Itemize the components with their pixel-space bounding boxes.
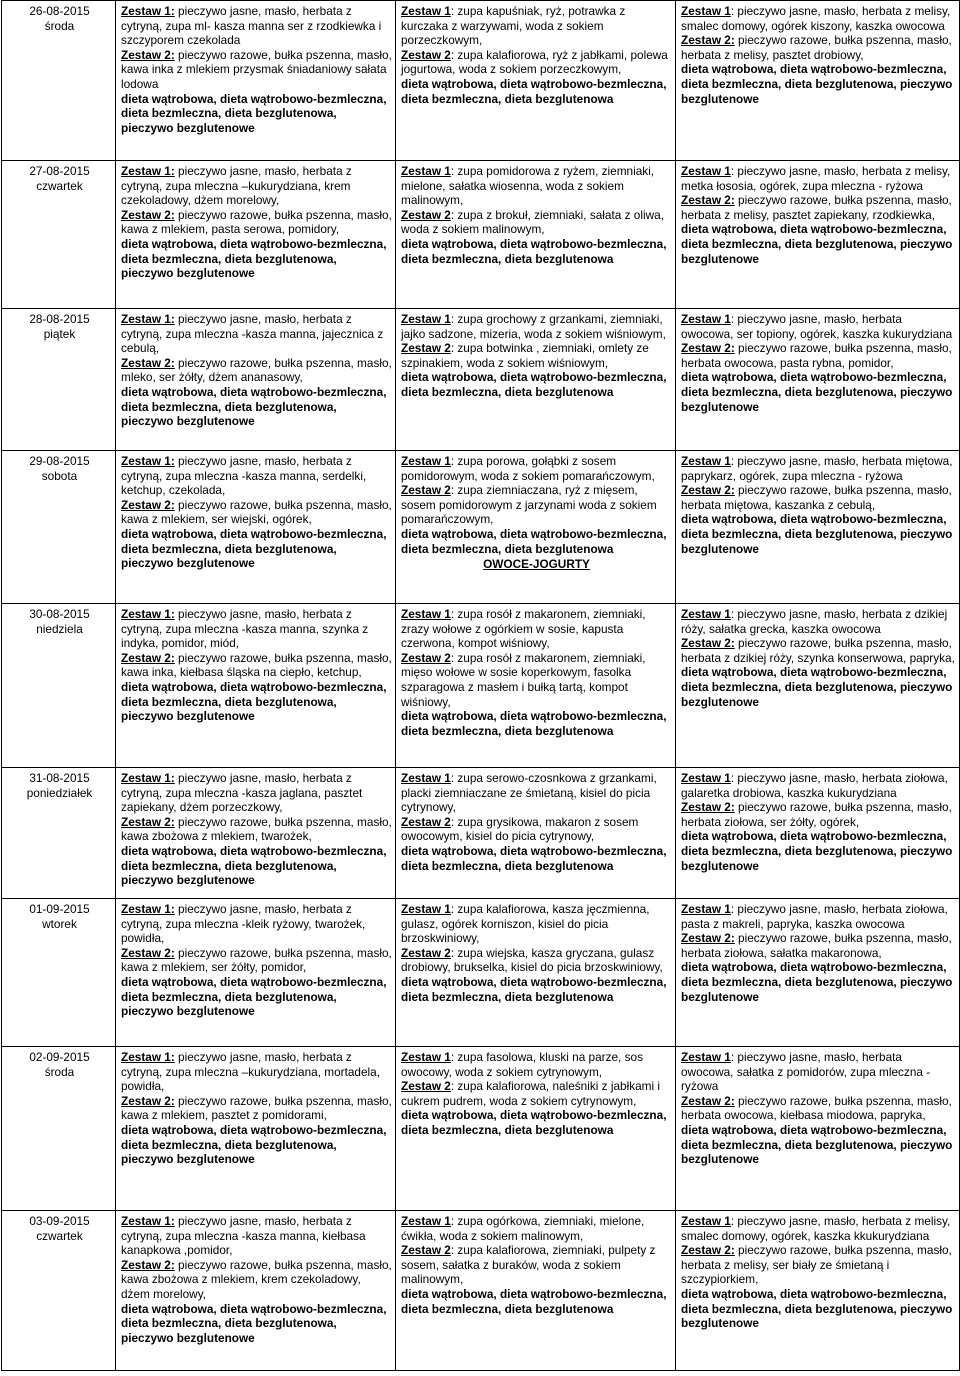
set2-text: pieczywo razowe, bułka pszenna, masło, kawa z mlekiem, ser wiejski, ogórek,: [121, 497, 392, 527]
set2-text: : zupa grysikowa, makaron z sosem owocowym, kisiel do picia cytrynowy,: [401, 814, 639, 844]
set1-text: : zupa kalafiorowa, kasza jęczmienna, gulasz, ogórek korniszon, kisiel do picia brzoskwiniowy,: [401, 902, 650, 946]
set2-label: Zestaw 2: [401, 341, 451, 356]
diet-text: dieta wątrobowa, dieta wątrobowo-bezmleczna, dieta bezmleczna, dieta bezglutenowa: [401, 370, 667, 399]
menu-body: [2, 1, 960, 1371]
set1-label: Zestaw 1:: [121, 454, 175, 468]
dinner-cell: [676, 1047, 960, 1211]
breakfast-cell: [116, 1211, 396, 1371]
set1-text: : pieczywo jasne, masło, herbata z dzikiej róży, sałatka grecka, kaszka owocowa: [681, 607, 948, 636]
set2-text: pieczywo razowe, bułka pszenna, masło, herbata owocowa, pasta rybna, pomidor,: [681, 341, 952, 370]
day-cell: [2, 1, 116, 161]
diet-text: dieta wątrobowa, dieta wątrobowo-bezmleczna, dieta bezmleczna, dieta bezglutenowa, pieczywo bezglutenowe: [681, 665, 953, 709]
day-date: 01-09-2015: [29, 902, 90, 916]
diet-text: dieta wątrobowa, dieta wątrobowo-bezmleczna, dieta bezmleczna, dieta bezglutenowa: [401, 843, 667, 873]
diet-text: dieta wątrobowa, dieta wątrobowo-bezmleczna, dieta bezmleczna, dieta bezglutenowa: [401, 1108, 667, 1137]
set2-text: : zupa kalafiorowa, ryż z jabłkami, polewa jogurtowa, woda z sokiem porzeczkowym,: [401, 47, 668, 77]
set2-text: pieczywo razowe, bułka pszenna, masło, herbata z melisy, pasztet zapiekany, rzodkiewka,: [681, 193, 952, 222]
set2-text: : zupa rosół z makaronem, ziemniaki, mięso wołowe w sosie koperkowym, fasolka szparagowa z masłem i bułką tartą, kompot wiśniowy,: [401, 650, 646, 709]
diet-text: dieta wątrobowa, dieta wątrobowo-bezmleczna, dieta bezmleczna, dieta bezglutenowa, pieczywo bezglutenowe: [121, 384, 387, 429]
diet-text: dieta wątrobowa, dieta wątrobowo-bezmleczna, dieta bezmleczna, dieta bezglutenowa, pieczywo bezglutenowe: [121, 843, 387, 888]
dinner-cell: [676, 1211, 960, 1371]
dinner-cell: [676, 451, 960, 604]
set2-label: Zestaw 2: [401, 47, 451, 62]
day-weekday: niedziela: [36, 621, 83, 636]
set1-label: Zestaw 1: [401, 312, 451, 326]
set1-label: Zestaw 1: [681, 902, 731, 916]
set1-text: pieczywo jasne, masło, herbata z cytryną, zupa mleczna –kukurydziana, mortadela, powidła,: [121, 1050, 381, 1094]
set2-text: pieczywo razowe, bułka pszenna, masło, kawa zbożowa z mlekiem, krem czekoladowy, dżem morelowy,: [121, 1257, 392, 1301]
breakfast-cell: [116, 1047, 396, 1211]
set1-text: : pieczywo jasne, masło, herbata miętowa, paprykarz, ogórek, zupa mleczna - ryżowa: [681, 454, 953, 483]
day-row: [2, 899, 960, 1047]
day-date: 27-08-2015: [29, 164, 90, 178]
set2-text: : zupa kalafiorowa, ziemniaki, pulpety z sosem, sałatka z buraków, woda z sokiem malinowym,: [401, 1243, 656, 1287]
diet-text: dieta wątrobowa, dieta wątrobowo-bezmleczna, dieta bezmleczna, dieta bezglutenowa, pieczywo bezglutenowe: [681, 1122, 953, 1167]
breakfast-cell: [116, 451, 396, 604]
set2-text: pieczywo razowe, bułka pszenna, masło, kawa inka, kiełbasa śląska na ciepło, ketchup,: [121, 650, 392, 680]
diet-text: dieta wątrobowa, dieta wątrobowo-bezmleczna, dieta bezmleczna, dieta bezglutenowa, pieczywo bezglutenowe: [681, 222, 953, 266]
set1-text: pieczywo jasne, masło, herbata z cytryną, zupa mleczna –kukurydziana, krem czekoladowy, dżem morelowy,: [121, 164, 352, 208]
set2-text: pieczywo razowe, bułka pszenna, masło, herbata z melisy, pasztet drobiowy,: [681, 33, 952, 62]
diet-text: dieta wątrobowa, dieta wątrobowo-bezmleczna, dieta bezmleczna, dieta bezglutenowa, pieczywo bezglutenowe: [681, 829, 953, 873]
set2-label: Zestaw 2:: [121, 47, 175, 62]
day-weekday: sobota: [41, 468, 78, 483]
set2-text: pieczywo razowe, bułka pszenna, masło, mleko, ser żółty, dżem ananasowy,: [121, 355, 392, 385]
set1-label: Zestaw 1:: [121, 771, 175, 785]
set1-label: Zestaw 1:: [121, 902, 175, 916]
set2-text: pieczywo razowe, bułka pszenna, masło, kawa inka z mlekiem przysmak śniadaniowy sałata lodowa: [121, 47, 392, 91]
diet-text: dieta wątrobowa, dieta wątrobowo-bezmleczna, dieta bezmleczna, dieta bezglutenowa, pieczywo bezglutenowe: [681, 960, 953, 1004]
breakfast-cell: [116, 161, 396, 309]
set2-text: : zupa kalafiorowa, naleśniki z jabłkami i cukrem pudrem, woda z sokiem cytrynowym,: [401, 1079, 661, 1108]
set2-label: Zestaw 2:: [681, 193, 735, 208]
extra-note: OWOCE-JOGURTY: [483, 557, 590, 572]
diet-text: dieta wątrobowa, dieta wątrobowo-bezmleczna, dieta bezmleczna, dieta bezglutenowa, pieczywo bezglutenowe: [681, 1286, 953, 1331]
set2-text: pieczywo razowe, bułka pszenna, masło, herbata z melisy, ser biały ze śmietaną i szczypiorkiem,: [681, 1243, 952, 1287]
set2-text: : zupa wiejska, kasza gryczana, gulasz drobiowy, brukselka, kisiel do picia brzoskwiniowy,: [401, 945, 663, 975]
set2-label: Zestaw 2:: [121, 650, 175, 665]
set1-label: Zestaw 1: [681, 454, 731, 468]
diet-text: dieta wątrobowa, dieta wątrobowo-bezmleczna, dieta bezmleczna, dieta bezglutenowa, pieczywo bezglutenowe: [121, 236, 387, 281]
set1-text: : pieczywo jasne, masło, herbata owocowa, sałatka z pomidorów, zupa mleczna - ryżowa: [681, 1050, 931, 1094]
diet-text: dieta wątrobowa, dieta wątrobowo-bezmleczna, dieta bezmleczna, dieta bezglutenowa, pieczywo bezglutenowe: [121, 974, 387, 1019]
set2-text: pieczywo razowe, bułka pszenna, masło, herbata z dzikiej róży, szynka konserwowa, papryka,: [681, 636, 955, 665]
day-row: [2, 309, 960, 451]
diet-text: dieta wątrobowa, dieta wątrobowo-bezmleczna, dieta bezmleczna, dieta bezglutenowa, pieczywo bezglutenowe: [121, 1122, 387, 1167]
diet-text: dieta wątrobowa, dieta wątrobowo-bezmleczna, dieta bezmleczna, dieta bezglutenowa, pieczywo bezglutenowe: [681, 62, 953, 106]
set1-text: : zupa ogórkowa, ziemniaki, mielone, ćwikła, woda z sokiem malinowym,: [401, 1214, 645, 1243]
set2-label: Zestaw 2:: [121, 814, 175, 829]
day-row: [2, 1211, 960, 1371]
set1-text: : zupa kapuśniak, ryż, potrawka z kurczaka z warzywami, woda z sokiem porzeczkowym,: [401, 4, 626, 48]
set1-label: Zestaw 1: [401, 607, 451, 621]
set2-label: Zestaw 2:: [681, 1243, 735, 1258]
breakfast-cell: [116, 604, 396, 768]
set1-label: Zestaw 1: [681, 607, 731, 621]
diet-text: dieta wątrobowa, dieta wątrobowo-bezmleczna, dieta bezmleczna, dieta bezglutenowa, pieczywo bezglutenowe: [121, 679, 387, 724]
diet-text: dieta wątrobowa, dieta wątrobowo-bezmleczna, dieta bezmleczna, dieta bezglutenowa, pieczywo bezglutenowe: [121, 1301, 387, 1345]
day-row: [2, 1, 960, 161]
set2-label: Zestaw 2: [401, 945, 451, 960]
day-cell: [2, 1047, 116, 1211]
set1-label: Zestaw 1: [401, 1214, 451, 1228]
day-date: 03-09-2015: [29, 1214, 90, 1228]
set2-label: Zestaw 2:: [121, 497, 175, 512]
set2-text: pieczywo razowe, bułka pszenna, masło, kawa z mlekiem, pasta serowa, pomidory,: [121, 207, 392, 237]
set1-text: : zupa porowa, gołąbki z sosem pomidorowym, woda z sokiem pomarańczowym,: [401, 454, 655, 483]
dinner-cell: [676, 768, 960, 899]
day-date: 29-08-2015: [29, 454, 90, 468]
set2-text: pieczywo razowe, bułka pszenna, masło, herbata miętowa, kaszanka z cebulą,: [681, 483, 952, 512]
lunch-cell: [396, 899, 676, 1047]
dinner-cell: [676, 604, 960, 768]
dinner-cell: [676, 899, 960, 1047]
set2-label: Zestaw 2:: [681, 341, 735, 356]
set2-label: Zestaw 2: [401, 483, 451, 498]
set2-text: : zupa ziemniaczana, ryż z mięsem, sosem pomidorowym z jarzynami woda z sokiem pomarańczowym,: [401, 483, 657, 527]
set1-text: : pieczywo jasne, masło, herbata ziołowa, galaretka drobiowa, kaszka kukurydziana: [681, 771, 948, 800]
set1-label: Zestaw 1: [401, 1050, 451, 1064]
set1-label: Zestaw 1: [401, 454, 451, 468]
set2-text: pieczywo razowe, bułka pszenna, masło, herbata ziołowa, sałatka makaronowa,: [681, 931, 952, 960]
set2-label: Zestaw 2:: [681, 1093, 735, 1108]
day-cell: [2, 451, 116, 604]
set1-label: Zestaw 1:: [121, 4, 175, 18]
set1-label: Zestaw 1:: [121, 607, 175, 621]
day-weekday: piątek: [43, 326, 76, 341]
breakfast-cell: [116, 899, 396, 1047]
lunch-cell: [396, 309, 676, 451]
set1-text: : zupa fasolowa, kluski na parze, sos owocowy, woda z sokiem cytrynowym,: [401, 1050, 643, 1079]
set1-text: : pieczywo jasne, masło, herbata z melisy, smalec domowy, ogórek, kaszka kkukurydziana: [681, 1214, 951, 1243]
diet-text: dieta wątrobowa, dieta wątrobowo-bezmleczna, dieta bezmleczna, dieta bezglutenowa, pieczywo bezglutenowe: [121, 526, 387, 571]
day-date: 02-09-2015: [29, 1050, 90, 1064]
diet-text: dieta wątrobowa, dieta wątrobowo-bezmleczna, dieta bezmleczna, dieta bezglutenowa, pieczywo bezglutenowe: [681, 512, 953, 556]
set1-label: Zestaw 1: [681, 771, 731, 785]
set2-label: Zestaw 2:: [121, 945, 175, 960]
lunch-cell: [396, 604, 676, 768]
breakfast-cell: [116, 1, 396, 161]
diet-text: dieta wątrobowa, dieta wątrobowo-bezmleczna, dieta bezmleczna, dieta bezglutenowa: [401, 236, 667, 266]
set1-text: pieczywo jasne, masło, herbata z cytryną, zupa ml- kasza manna ser z rzodkiewka i szczyporem czekolada: [121, 4, 382, 48]
diet-text: dieta wątrobowa, dieta wątrobowo-bezmleczna, dieta bezmleczna, dieta bezglutenowa, pieczywo bezglutenowe: [681, 370, 953, 414]
set2-label: Zestaw 2: [401, 650, 451, 665]
day-row: [2, 604, 960, 768]
set1-label: Zestaw 1: [401, 4, 451, 18]
set1-label: Zestaw 1: [681, 164, 731, 178]
lunch-cell: [396, 1211, 676, 1371]
set1-label: Zestaw 1: [681, 312, 731, 326]
day-weekday: czwartek: [36, 178, 83, 193]
set1-label: Zestaw 1: [681, 1214, 731, 1228]
day-weekday: środa: [44, 1064, 75, 1079]
set2-label: Zestaw 2:: [681, 931, 735, 946]
lunch-cell: [396, 768, 676, 899]
set2-label: Zestaw 2:: [121, 355, 175, 370]
set2-label: Zestaw 2:: [681, 636, 735, 651]
set2-text: pieczywo razowe, bułka pszenna, masło, kawa z mlekiem, pasztet z pomidorami,: [121, 1093, 392, 1123]
set2-text: : zupa botwinka , ziemniaki, omlety ze szpinakiem, woda z sokiem wiśniowym,: [401, 341, 649, 370]
set1-text: : zupa rosół z makaronem, ziemniaki, zrazy wołowe z ogórkiem w sosie, kapusta czerwona, kompot wiśniowy,: [401, 607, 646, 651]
day-row: [2, 1047, 960, 1211]
day-row: [2, 768, 960, 899]
day-date: 28-08-2015: [29, 312, 90, 326]
set1-label: Zestaw 1:: [121, 312, 175, 326]
set1-text: pieczywo jasne, masło, herbata z cytryną, zupa mleczna -kasza jaglana, pasztet zapiekany, dżem porzeczkowy,: [121, 771, 363, 815]
dinner-cell: [676, 161, 960, 309]
set2-label: Zestaw 2: [401, 207, 451, 222]
diet-text: dieta wątrobowa, dieta wątrobowo-bezmleczna, dieta bezmleczna, dieta bezglutenowa: [401, 76, 667, 106]
dinner-cell: [676, 1, 960, 161]
lunch-cell: [396, 1, 676, 161]
set1-text: pieczywo jasne, masło, herbata z cytryną, zupa mleczna -kasza manna, szynka z indyka, pomidor, miód,: [121, 607, 369, 651]
set2-label: Zestaw 2:: [681, 800, 735, 815]
set2-label: Zestaw 2:: [681, 33, 735, 48]
set2-label: Zestaw 2:: [121, 1257, 175, 1272]
day-cell: [2, 899, 116, 1047]
set2-text: pieczywo razowe, bułka pszenna, masło, kawa zbożowa z mlekiem, twarożek,: [121, 814, 392, 844]
set1-label: Zestaw 1: [401, 771, 451, 785]
set2-label: Zestaw 2:: [121, 1093, 175, 1108]
set1-label: Zestaw 1:: [121, 164, 175, 178]
set1-text: : zupa serowo-czosnkowa z grzankami, placki ziemniaczane ze śmietaną, kisiel do picia cytrynowy,: [401, 771, 657, 815]
set1-label: Zestaw 1: [681, 1050, 731, 1064]
set1-text: pieczywo jasne, masło, herbata z cytryną, zupa mleczna -kleik ryżowy, twarożek, powidła,: [121, 902, 366, 946]
day-cell: [2, 309, 116, 451]
day-row: [2, 451, 960, 604]
day-cell: [2, 604, 116, 768]
lunch-cell: [396, 1047, 676, 1211]
set2-label: Zestaw 2:: [681, 483, 735, 498]
day-weekday: poniedziałek: [26, 785, 93, 800]
day-date: 30-08-2015: [29, 607, 90, 621]
set1-label: Zestaw 1: [401, 164, 451, 178]
diet-text: dieta wątrobowa, dieta wątrobowo-bezmleczna, dieta bezmleczna, dieta bezglutenowa: [401, 974, 667, 1004]
day-weekday: wtorek: [42, 916, 77, 931]
lunch-cell: [396, 451, 676, 604]
day-cell: [2, 1211, 116, 1371]
diet-text: dieta wątrobowa, dieta wątrobowo-bezmleczna, dieta bezmleczna, dieta bezglutenowa: [401, 526, 667, 556]
set1-text: : pieczywo jasne, masło, herbata ziołowa, pasta z makreli, papryka, kaszka owocowa: [681, 902, 948, 931]
set1-label: Zestaw 1:: [121, 1050, 175, 1064]
dinner-cell: [676, 309, 960, 451]
day-row: [2, 161, 960, 309]
lunch-cell: [396, 161, 676, 309]
set1-text: : pieczywo jasne, masło, herbata z melisy, metka łososia, ogórek, zupa mleczna - ryżowa: [681, 164, 951, 193]
set1-label: Zestaw 1: [401, 902, 451, 916]
set1-text: : zupa pomidorowa z ryżem, ziemniaki, mielone, sałatka wiosenna, woda z sokiem malinowym,: [401, 164, 655, 208]
day-cell: [2, 161, 116, 309]
set1-label: Zestaw 1: [681, 4, 731, 18]
set2-label: Zestaw 2: [401, 814, 451, 829]
set1-text: : pieczywo jasne, masło, herbata z melisy, smalec domowy, ogórek kiszony, kaszka owocowa: [681, 4, 951, 33]
set2-text: pieczywo razowe, bułka pszenna, masło, herbata owocowa, kiełbasa miodowa, papryka,: [681, 1093, 952, 1123]
breakfast-cell: [116, 309, 396, 451]
set2-text: pieczywo razowe, bułka pszenna, masło, kawa z mlekiem, ser żółty, pomidor,: [121, 945, 392, 975]
set2-label: Zestaw 2: [401, 1079, 451, 1094]
set2-text: : zupa z brokuł, ziemniaki, sałata z oliwa, woda z sokiem malinowym,: [401, 207, 664, 237]
breakfast-cell: [116, 768, 396, 899]
set1-text: pieczywo jasne, masło, herbata z cytryną, zupa mleczna -kasza manna, jajecznica z cebulą,: [121, 312, 384, 356]
day-weekday: czwartek: [36, 1228, 83, 1243]
day-date: 26-08-2015: [29, 4, 90, 18]
set1-text: pieczywo jasne, masło, herbata z cytryną, zupa mleczna -kasza manna, serdelki, ketchup, czekolada,: [121, 454, 367, 498]
day-date: 31-08-2015: [29, 771, 90, 785]
set1-text: pieczywo jasne, masło, herbata z cytryną, zupa mleczna -kasza manna, kiełbasa kanapkowa ,pomidor,: [121, 1214, 366, 1258]
set1-text: : zupa grochowy z grzankami, ziemniaki, jajko sadzone, mizeria, woda z sokiem wiśniowym,: [401, 312, 666, 341]
diet-text: dieta wątrobowa, dieta wątrobowo-bezmleczna, dieta bezmleczna, dieta bezglutenowa: [401, 1286, 667, 1316]
day-cell: [2, 768, 116, 899]
day-weekday: środa: [44, 18, 75, 33]
diet-text: dieta wątrobowa, dieta wątrobowo-bezmleczna, dieta bezmleczna, dieta bezglutenowa, pieczywo bezglutenowe: [121, 91, 387, 135]
set1-text: : pieczywo jasne, masło, herbata owocowa, ser topiony, ogórek, kaszka kukurydziana: [681, 312, 953, 341]
diet-text: dieta wątrobowa, dieta wątrobowo-bezmleczna, dieta bezmleczna, dieta bezglutenowa: [401, 709, 667, 738]
set2-label: Zestaw 2: [401, 1243, 451, 1258]
set2-label: Zestaw 2:: [121, 207, 175, 222]
menu-table: [1, 0, 960, 1371]
set1-label: Zestaw 1:: [121, 1214, 175, 1228]
set2-text: pieczywo razowe, bułka pszenna, masło, herbata ziołowa, ser żółty, ogórek,: [681, 800, 952, 829]
